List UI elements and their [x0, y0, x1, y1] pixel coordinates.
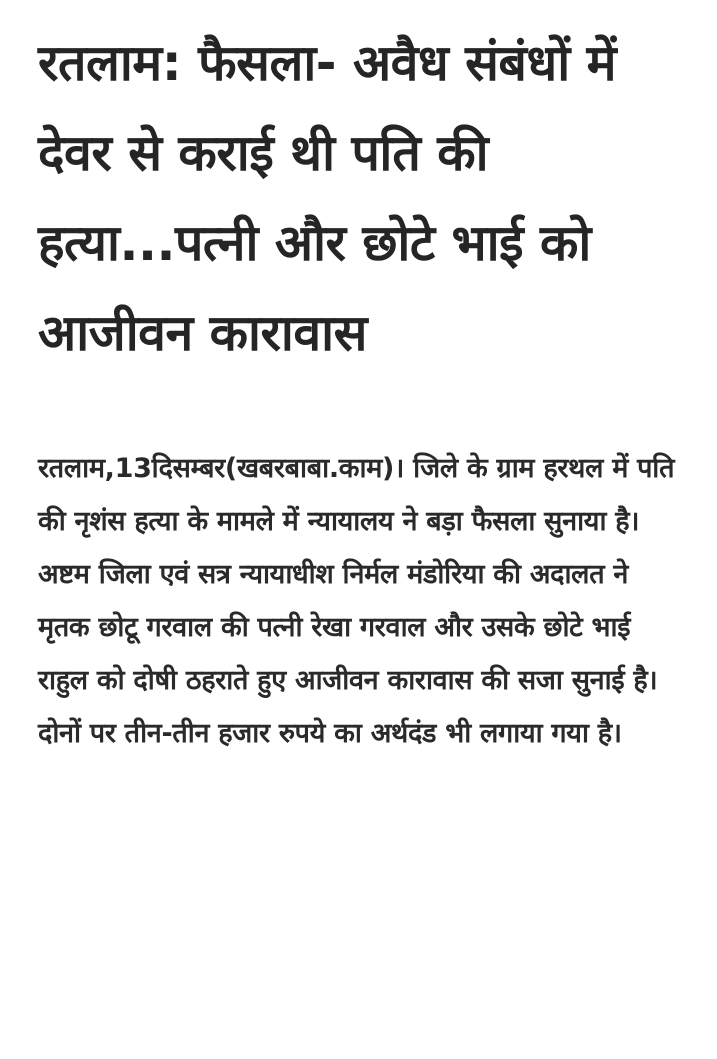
article-body: रतलाम,13दिसम्बर(खबरबाबा.काम)। जिले के ग्राम हरथल में पति की नृशंस हत्या के मामले में न्यायालय ने बड़ा फैसला सुनाया है। अष्टम जिला एवं सत्र न्यायाधीश निर्मल मंडोरिया की अदालत ने मृतक छोटू गरवाल की पत्नी रेखा गरवाल और उसके छोटे भाई राहुल को दोषी ठहराते हुए आजीवन कारावास की सजा सुनाई है। दोनों पर तीन-तीन हजार रुपये का अर्थदंड भी लगाया गया है।	[38, 453, 675, 749]
news-article	[38, 18, 688, 760]
article-headline: रतलाम: फैसला- अवैध संबंधों में देवर से कराई थी पति की हत्या...पत्नी और छोटे भाई को आजीवन कारावास	[38, 34, 616, 362]
